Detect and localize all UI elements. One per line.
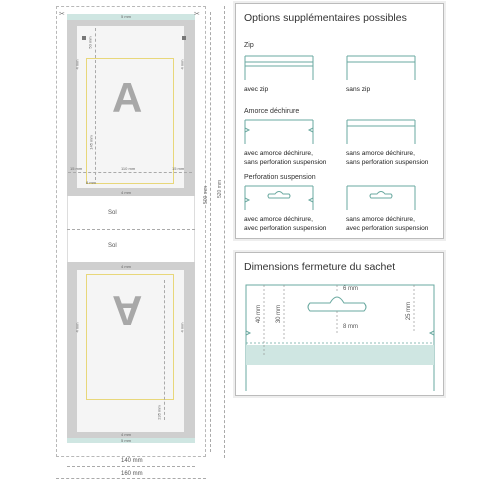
gusset-label-bottom: Sol bbox=[108, 243, 117, 249]
option-label: sans amorce déchirure, avec perforation suspension bbox=[346, 216, 429, 232]
dim-8-label: 8 mm bbox=[343, 324, 358, 330]
edge-15-right: 15 mm bbox=[172, 166, 185, 171]
back-side-left: 4 mm bbox=[74, 322, 80, 333]
corner-mark bbox=[82, 36, 86, 40]
option-label: avec amorce déchirure, sans perforation suspension bbox=[244, 150, 327, 166]
front-letter: A bbox=[112, 74, 143, 121]
section-hang-title: Perforation suspension bbox=[244, 174, 316, 181]
bottom-band-label: 5 mm bbox=[121, 438, 131, 443]
height-145-label: 145 mm bbox=[88, 135, 94, 150]
back-inner-band-label: 4 mm bbox=[121, 264, 131, 269]
zip-icon bbox=[244, 54, 314, 82]
option-label: avec amorce déchirure, avec perforation suspension bbox=[244, 216, 327, 232]
option-label: sans amorce déchirure, sans perforation suspension bbox=[346, 150, 429, 166]
top-offset-label: 50 mm bbox=[87, 36, 93, 49]
height-8-label: 8 mm bbox=[86, 180, 96, 185]
corner-mark bbox=[182, 36, 186, 40]
bag-template bbox=[0, 0, 230, 500]
no-zip-icon bbox=[346, 54, 416, 82]
option-label: avec zip bbox=[244, 86, 269, 93]
dim-40-label: 40 mm bbox=[256, 304, 263, 324]
bottom-inner-label: 4 mm bbox=[121, 432, 131, 437]
side-margin-label-right: 4 mm bbox=[179, 59, 185, 70]
section-tear-title: Amorce déchirure bbox=[244, 108, 300, 115]
section-zip-title: Zip bbox=[244, 42, 254, 49]
edge-15-left: 15 mm bbox=[70, 166, 83, 171]
bottom-teal-band bbox=[67, 438, 195, 443]
scissors-icon: ✂ bbox=[59, 11, 65, 18]
gusset-label-top: Sol bbox=[108, 210, 117, 216]
side-margin-label-left: 4 mm bbox=[74, 59, 80, 70]
total-height-520-label: 520 mm bbox=[217, 179, 224, 199]
back-side-right: 4 mm bbox=[179, 322, 185, 333]
dim-25-label: 25 mm bbox=[406, 301, 413, 321]
width-110-label: 110 mm bbox=[121, 166, 136, 171]
options-panel bbox=[235, 3, 444, 239]
hang-hole-icon bbox=[346, 184, 416, 212]
inner-width-140-label: 140 mm bbox=[121, 458, 143, 464]
option-label: sans zip bbox=[346, 86, 371, 93]
closure-diagram bbox=[242, 283, 438, 393]
tear-notch-icon bbox=[244, 118, 314, 146]
back-letter: A bbox=[112, 287, 143, 334]
scissors-icon: ✂ bbox=[194, 11, 200, 18]
top-band-label: 5 mm bbox=[121, 14, 131, 19]
height-235-label: 235 mm bbox=[156, 405, 162, 420]
total-height-500-label: 500 mm bbox=[203, 185, 210, 205]
closure-panel-title: Dimensions fermeture du sachet bbox=[244, 261, 396, 273]
tear-and-hang-hole-icon bbox=[244, 184, 314, 212]
total-width-160-label: 160 mm bbox=[121, 471, 143, 477]
options-panel-title: Options supplémentaires possibles bbox=[244, 12, 407, 24]
no-tear-notch-icon bbox=[346, 118, 416, 146]
closure-panel bbox=[235, 252, 444, 396]
inner-band-label: 4 mm bbox=[121, 190, 131, 195]
dim-6-label: 6 mm bbox=[343, 286, 358, 292]
dim-30-label: 30 mm bbox=[276, 304, 283, 324]
